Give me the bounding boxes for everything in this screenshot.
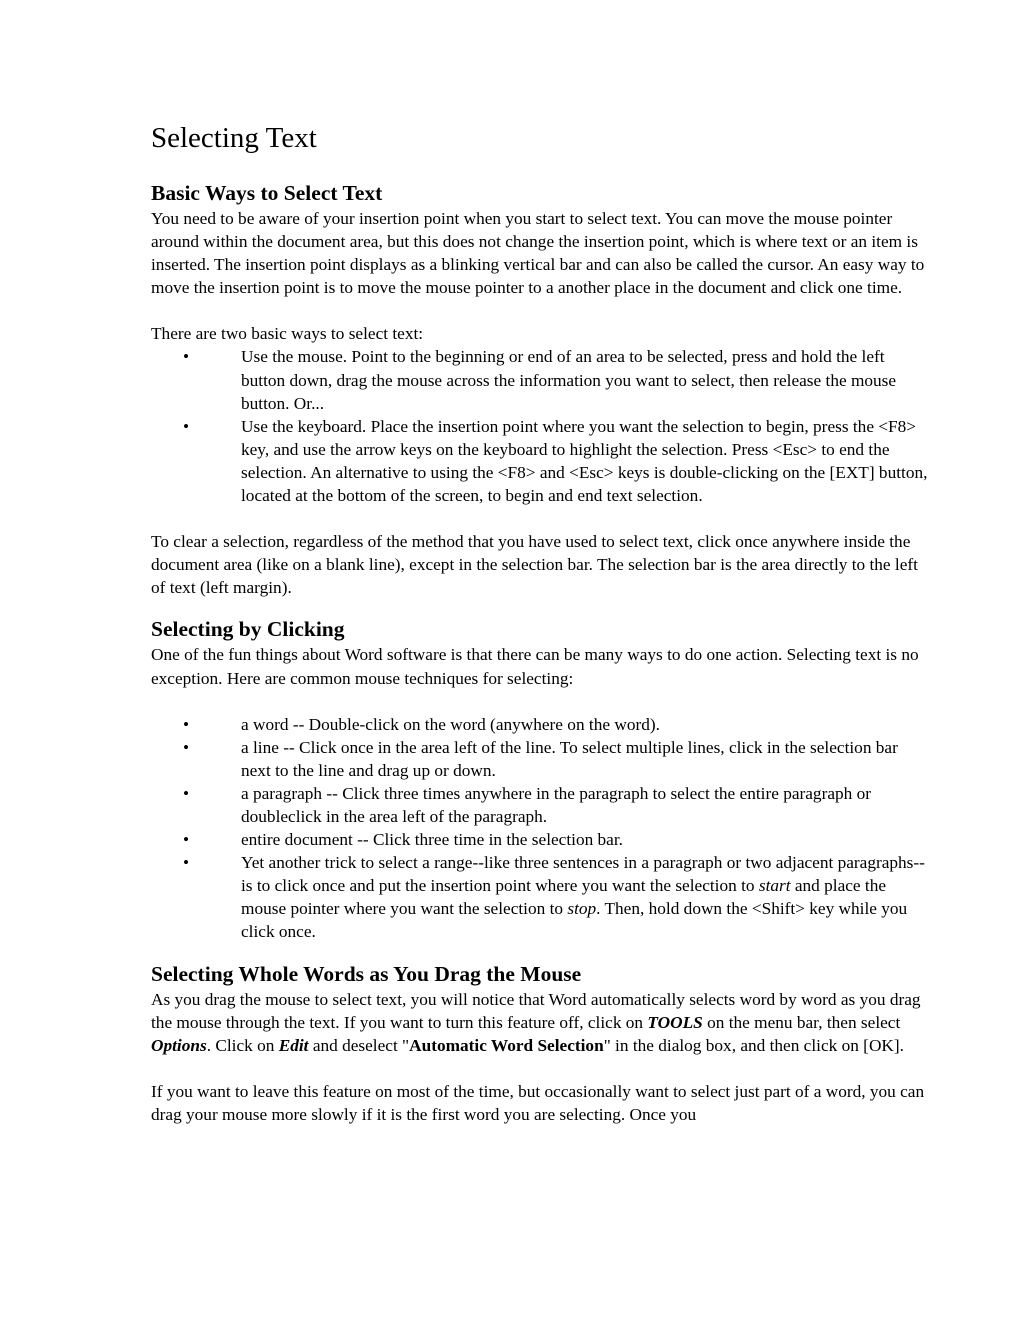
emphasis-stop: stop — [567, 899, 597, 919]
heading-selecting-by-clicking: Selecting by Clicking — [151, 617, 345, 642]
bullet-icon: • — [182, 853, 190, 873]
list-item — [151, 415, 931, 507]
automatic-word-selection-text: Automatic Word Selection — [409, 1035, 604, 1055]
list-item-text: a line -- Click once in the area left of the line. To select multiple lines, click in the selection bar next to the line and drag up or down. — [241, 737, 898, 780]
list-item-text: entire document -- Click three time in the selection bar. — [241, 830, 623, 850]
menu-options-text: Options — [151, 1035, 207, 1055]
menu-edit-text: Edit — [278, 1035, 309, 1055]
list-item — [151, 736, 931, 782]
list-item — [151, 782, 931, 828]
list-item-text: Yet another trick to select a range--like three sentences in a paragraph or two adjacent paragraphs--is to click once and put the insertion point where you want the selection to start and place the mouse pointer where you want the selection to stop. Then, hold down the <Shift> key while you click once. — [241, 853, 925, 942]
heading-basic-ways: Basic Ways to Select Text — [151, 181, 383, 205]
list-basic-ways — [151, 345, 931, 507]
list-item-text: Use the keyboard. Place the insertion point where you want the selection to begin, press the <F8> key, and use the arrow keys on the keyboard to highlight the selection. Press <Esc> to end the selection. An alternative to using the <F8> and <Esc> keys is double-clicking on the [EXT] button, located at the bottom of the screen, to begin and end text selection. — [241, 416, 928, 506]
paragraph-insertion-point: You need to be aware of your insertion point when you start to select text. You can move the mouse pointer around within the document area, but this does not change the insertion point, which is where text or an item is inserted. The insertion point displays as a blinking vertical bar and can also be called the cursor. An easy way to move the insertion point is to move the mouse pointer to a another place in the document and click one time. — [151, 209, 925, 298]
bullet-icon: • — [182, 737, 190, 757]
list-item — [151, 713, 931, 736]
paragraph-clicking-intro: One of the fun things about Word software is that there can be many ways to do one action. Selecting text is no exception. Here are common mouse techniques for selecting: — [151, 645, 919, 688]
bullet-icon: • — [182, 714, 190, 734]
list-item-text: Use the mouse. Point to the beginning or end of an area to be selected, press and hold the left button down, drag the mouse across the information you want to select, then release the mouse button. Or... — [241, 347, 897, 413]
list-item — [151, 851, 931, 943]
list-item — [151, 345, 931, 414]
list-item-text: a paragraph -- Click three times anywhere in the paragraph to select the entire paragraph or doubleclick in the area left of the paragraph. — [241, 783, 871, 826]
paragraph-automatic-word-selection: As you drag the mouse to select text, you will notice that Word automatically selects word by word as you drag the mouse through the text. If you want to turn this feature off, click on TOOLS on the menu bar, then select Options. Click on Edit and deselect "Automatic Word Selection" in the dialog box, and then click on [OK]. — [151, 989, 921, 1055]
bullet-icon: • — [182, 416, 190, 436]
bullet-icon: • — [182, 347, 190, 367]
bullet-icon: • — [182, 783, 190, 803]
list-item-text: a word -- Double-click on the word (anywhere on the word). — [241, 714, 660, 734]
emphasis-start: start — [758, 876, 791, 896]
page-title: Selecting Text — [151, 122, 317, 154]
list-mouse-techniques — [151, 713, 931, 944]
paragraph-clear-selection: To clear a selection, regardless of the method that you have used to select text, click once anywhere inside the document area (like on a blank line), except in the selection bar. The selection bar is the area directly to the left of text (left margin). — [151, 532, 918, 598]
menu-tools-text: TOOLS — [647, 1012, 703, 1032]
heading-whole-words: Selecting Whole Words as You Drag the Mouse — [151, 961, 582, 986]
paragraph-two-ways-intro: There are two basic ways to select text: — [151, 324, 424, 344]
list-item — [151, 828, 931, 851]
paragraph-drag-slowly: If you want to leave this feature on most of the time, but occasionally want to select just part of a word, you can drag your mouse more slowly if it is the first word you are selecting. Once you — [151, 1081, 925, 1124]
document-page — [151, 118, 931, 1126]
bullet-icon: • — [182, 830, 190, 850]
